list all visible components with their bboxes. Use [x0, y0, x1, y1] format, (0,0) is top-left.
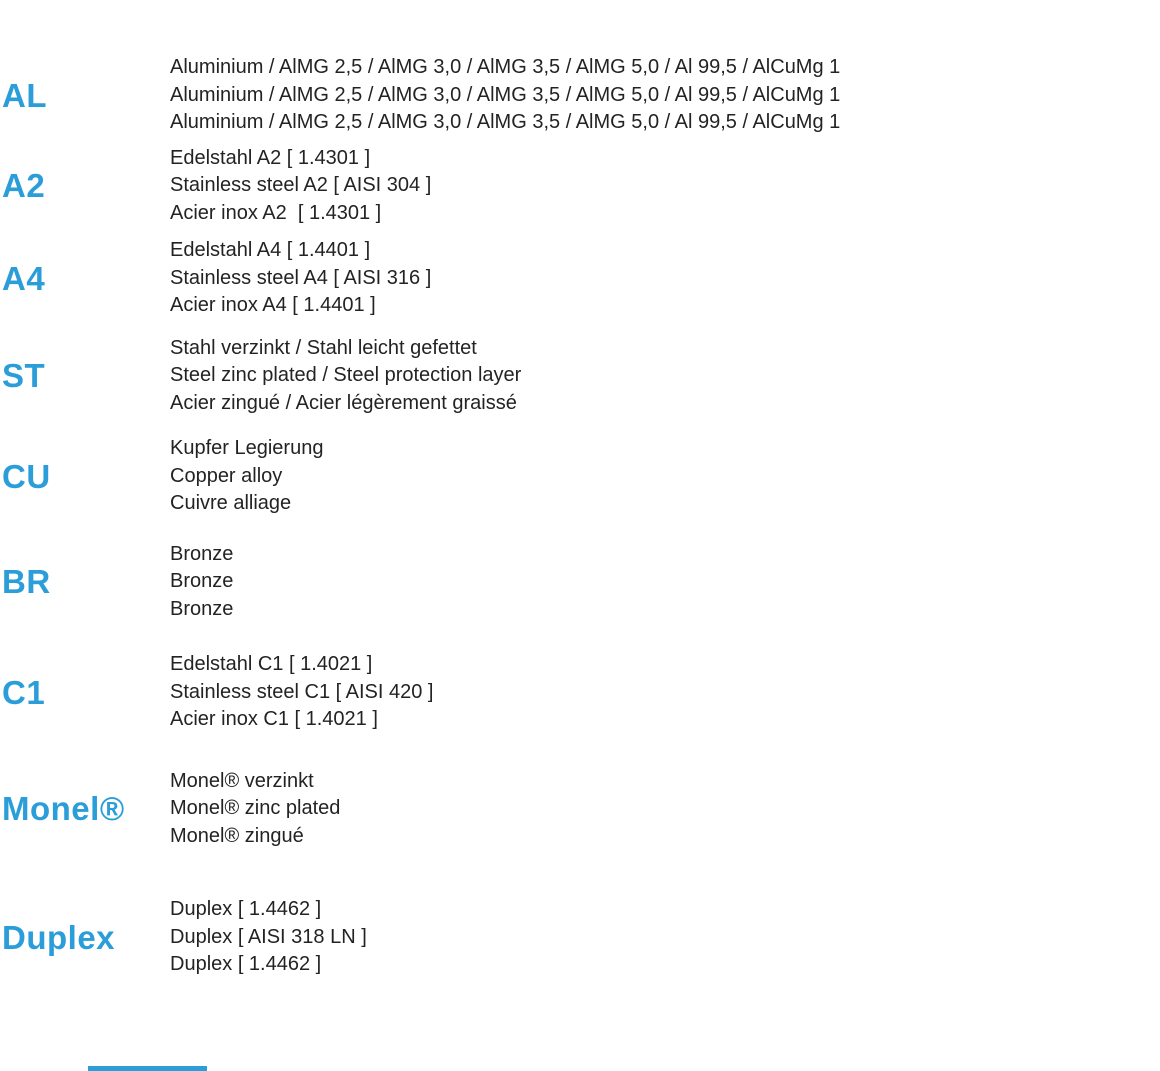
material-lines [170, 896, 1160, 979]
material-line-en: Aluminium / AlMG 2,5 / AlMG 3,0 / AlMG 3,5 / AlMG 5,0 / Al 99,5 / AlCuMg 1 [170, 83, 841, 106]
material-line-fr: Acier zingué / Acier légèrement graissé [170, 391, 517, 414]
material-line-en: Stainless steel A2 [ AISI 304 ] [170, 174, 432, 196]
material-row [2, 237, 1160, 320]
material-line-fr: Acier inox A4 [ 1.4401 ] [170, 294, 376, 316]
material-row [2, 145, 1160, 228]
material-line-en: Copper alloy [170, 464, 283, 487]
material-line-de: Duplex [ 1.4462 ] [170, 898, 322, 920]
material-row [2, 435, 1160, 518]
material-code: A4 [2, 259, 46, 297]
material-line-en: Bronze [170, 570, 234, 592]
material-line-fr: Bronze [170, 597, 234, 620]
material-row [2, 54, 1160, 137]
material-line-de: Monel® verzinkt [170, 769, 314, 792]
material-code: AL [2, 76, 47, 114]
material-lines [170, 651, 1160, 734]
material-lines [170, 335, 1160, 418]
material-code: C1 [2, 673, 46, 711]
material-line-en: Duplex [ AISI 318 LN ] [170, 925, 367, 948]
material-line-en: Stainless steel A4 [ AISI 316 ] [170, 266, 432, 289]
material-line-fr: Acier inox C1 [ 1.4021 ] [170, 708, 378, 730]
material-line-de: Edelstahl A2 [ 1.4301 ] [170, 146, 371, 169]
material-line-en: Steel zinc plated / Steel protection layer [170, 364, 522, 386]
material-row [2, 768, 1160, 851]
material-code: Duplex [2, 918, 116, 956]
material-lines [170, 541, 1160, 624]
material-line-de: Stahl verzinkt / Stahl leicht gefettet [170, 336, 477, 359]
material-lines [170, 54, 1160, 137]
material-code: CU [2, 457, 51, 495]
material-line-fr: Duplex [ 1.4462 ] [170, 953, 322, 975]
material-row [2, 651, 1160, 734]
material-line-de: Aluminium / AlMG 2,5 / AlMG 3,0 / AlMG 3,5 / AlMG 5,0 / Al 99,5 / AlCuMg 1 [170, 56, 841, 78]
material-line-de: Kupfer Legierung [170, 437, 324, 459]
material-line-fr: Aluminium / AlMG 2,5 / AlMG 3,0 / AlMG 3,5 / AlMG 5,0 / Al 99,5 / AlCuMg 1 [170, 111, 841, 133]
material-line-fr: Acier inox A2 [ 1.4301 ] [170, 201, 382, 224]
material-row [2, 896, 1160, 979]
material-lines [170, 145, 1160, 228]
material-code: BR [2, 563, 51, 601]
material-line-en: Stainless steel C1 [ AISI 420 ] [170, 680, 434, 703]
material-row [2, 541, 1160, 624]
material-lines [170, 435, 1160, 518]
material-line-fr: Cuivre alliage [170, 492, 292, 514]
material-line-de: Edelstahl A4 [ 1.4401 ] [170, 239, 371, 261]
material-row [2, 335, 1160, 418]
material-lines [170, 768, 1160, 851]
bottom-blue-strip [88, 1066, 207, 1071]
material-code: A2 [2, 167, 46, 205]
material-line-en: Monel® zinc plated [170, 797, 341, 819]
material-line-fr: Monel® zingué [170, 824, 304, 847]
material-code: ST [2, 357, 46, 395]
material-code: Monel® [2, 790, 125, 828]
material-line-de: Bronze [170, 542, 234, 565]
material-lines [170, 237, 1160, 320]
material-line-de: Edelstahl C1 [ 1.4021 ] [170, 653, 373, 675]
